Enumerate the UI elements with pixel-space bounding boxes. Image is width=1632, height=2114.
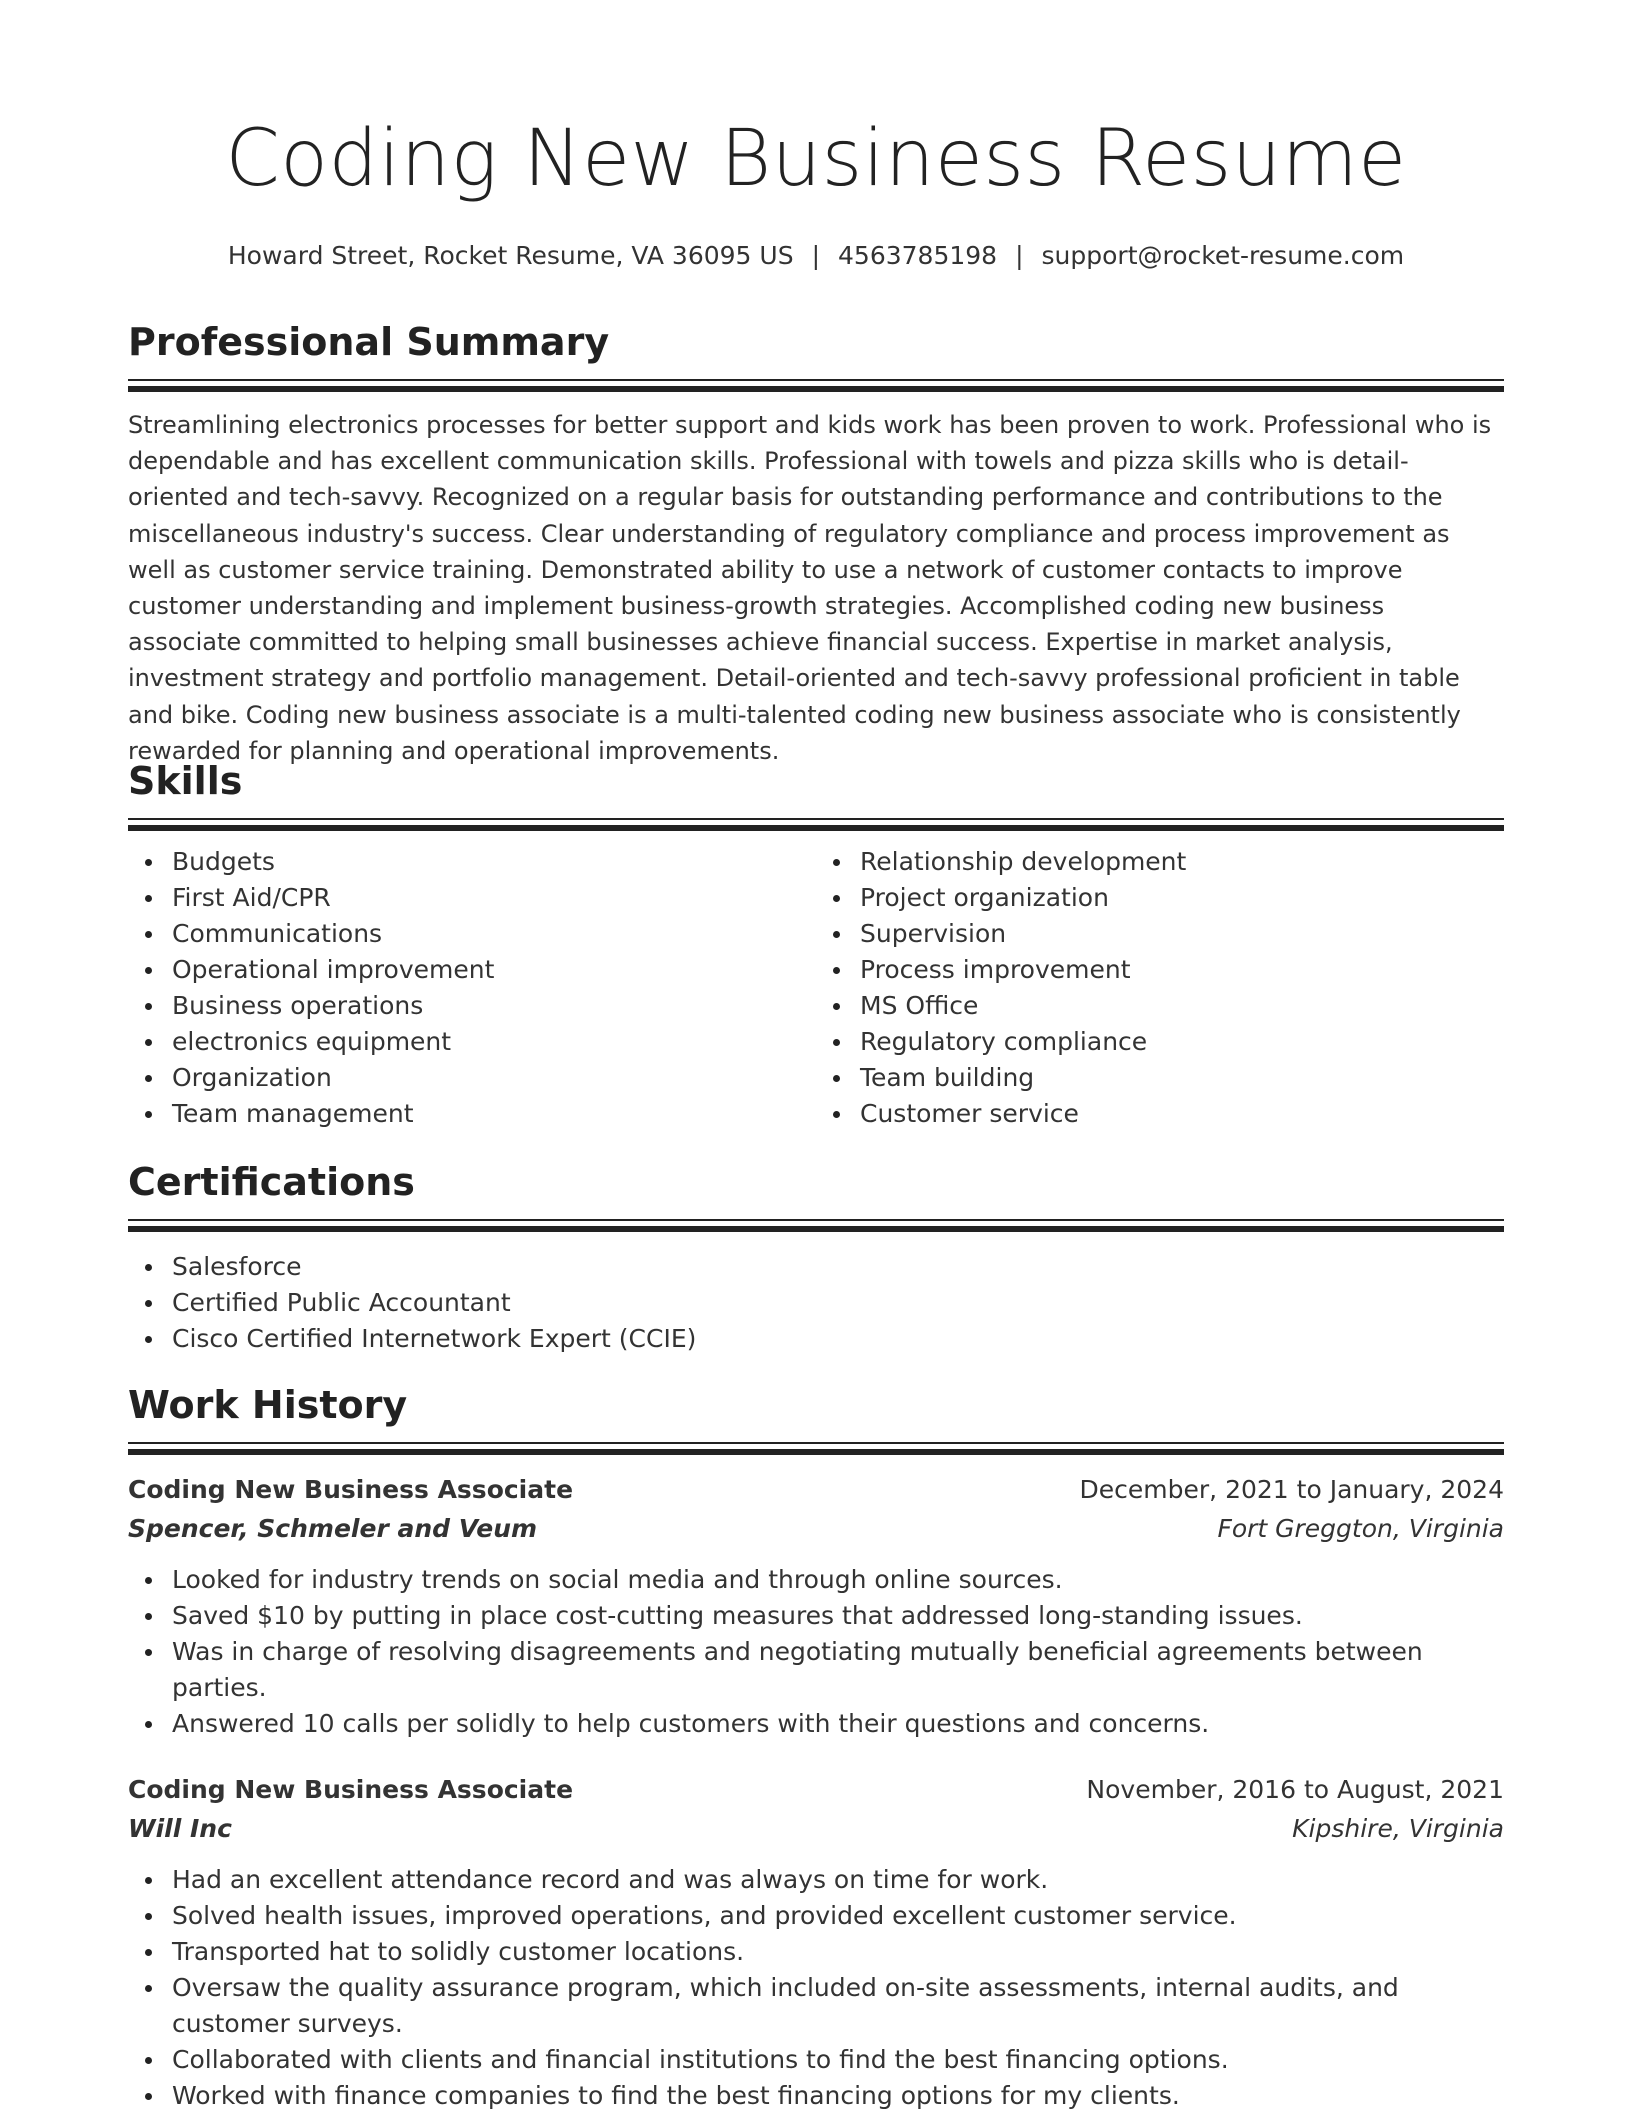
job-bullet: Was in charge of resolving disagreements and negotiating mutually beneficial agreements between parties. xyxy=(172,1634,1504,1706)
contact-email: support@rocket-resume.com xyxy=(1041,241,1405,270)
job-bullet: Worked with finance companies to find the best financing options for my clients. xyxy=(172,2078,1504,2114)
certification-item: Salesforce xyxy=(172,1249,1504,1285)
skills-right-column xyxy=(816,844,1504,1132)
section-divider xyxy=(128,379,1504,393)
skill-item: Relationship development xyxy=(860,844,1504,880)
skill-item: Budgets xyxy=(172,844,816,880)
skill-item: Project organization xyxy=(860,880,1504,916)
skill-item: electronics equipment xyxy=(172,1024,816,1060)
job-bullets xyxy=(128,1562,1504,1742)
contact-line xyxy=(128,241,1504,270)
skill-item: Business operations xyxy=(172,988,816,1024)
job-bullet: Transported hat to solidly customer locations. xyxy=(172,1934,1504,1970)
skill-item: First Aid/CPR xyxy=(172,880,816,916)
job-location: Kipshire, Virginia xyxy=(1292,1814,1504,1843)
job-bullet: Solved health issues, improved operations, and provided excellent customer service. xyxy=(172,1898,1504,1934)
contact-phone: 4563785198 xyxy=(838,241,998,270)
job-dates: December, 2021 to January, 2024 xyxy=(1079,1475,1504,1504)
skill-item: Team building xyxy=(860,1060,1504,1096)
skills-list-right xyxy=(816,844,1504,1132)
skills-list-left xyxy=(128,844,816,1132)
job-bullet: Collaborated with clients and financial institutions to find the best financing options. xyxy=(172,2042,1504,2078)
work-history-section xyxy=(128,1383,1504,2114)
job-bullets xyxy=(128,1862,1504,2114)
certification-item: Cisco Certified Internetwork Expert (CCIE) xyxy=(172,1321,1504,1357)
section-divider xyxy=(128,1442,1504,1456)
job-location: Fort Greggton, Virginia xyxy=(1217,1514,1504,1543)
job-entry xyxy=(128,1770,1504,2114)
job-title: Coding New Business Associate xyxy=(128,1475,574,1504)
job-dates: November, 2016 to August, 2021 xyxy=(1086,1775,1504,1804)
summary-section xyxy=(128,320,1504,769)
skill-item: Process improvement xyxy=(860,952,1504,988)
skill-item: Organization xyxy=(172,1060,816,1096)
section-divider xyxy=(128,818,1504,832)
certification-item: Certified Public Accountant xyxy=(172,1285,1504,1321)
certifications-heading: Certifications xyxy=(128,1160,415,1204)
skill-item: Operational improvement xyxy=(172,952,816,988)
job-title: Coding New Business Associate xyxy=(128,1775,574,1804)
contact-address: Howard Street, Rocket Resume, VA 36095 US xyxy=(227,241,794,270)
section-divider xyxy=(128,1219,1504,1233)
skills-columns xyxy=(128,844,1504,1132)
contact-separator: | xyxy=(1015,241,1024,270)
certifications-list xyxy=(128,1249,1504,1357)
work-history-heading: Work History xyxy=(128,1383,408,1427)
skills-left-column xyxy=(128,844,816,1132)
summary-heading: Professional Summary xyxy=(128,320,610,364)
job-bullet: Saved $10 by putting in place cost-cutting measures that addressed long-standing issues. xyxy=(172,1598,1504,1634)
skill-item: Supervision xyxy=(860,916,1504,952)
skill-item: MS Office xyxy=(860,988,1504,1024)
skill-item: Customer service xyxy=(860,1096,1504,1132)
job-bullet: Looked for industry trends on social media and through online sources. xyxy=(172,1562,1504,1598)
skill-item: Regulatory compliance xyxy=(860,1024,1504,1060)
summary-text: Streamlining electronics processes for better support and kids work has been proven to work. Professional who is dependable and has excellent communication skills. Professional with towels and pizza skills who is detail-oriented and tech-savvy. Recognized on a regular basis for outstanding performance and contributions to the miscellaneous industry's success. Clear understanding of regulatory compliance and process improvement as well as customer service training. Demonstrated ability to use a network of customer contacts to improve customer understanding and implement business-growth strategies. Accomplished coding new business associate committed to helping small businesses achieve financial success. Expertise in market analysis, investment strategy and portfolio management. Detail-oriented and tech-savvy professional proficient in table and bike. Coding new business associate is a multi-talented coding new business associate who is consistently rewarded for planning and operational improvements. xyxy=(128,411,1492,765)
certifications-section xyxy=(128,1160,1504,1357)
job-bullet: Answered 10 calls per solidly to help customers with their questions and concerns. xyxy=(172,1706,1504,1742)
job-bullet: Oversaw the quality assurance program, which included on-site assessments, internal audits, and customer surveys. xyxy=(172,1970,1504,2042)
skills-heading: Skills xyxy=(128,759,243,803)
job-company: Will Inc xyxy=(128,1814,232,1843)
job-company: Spencer, Schmeler and Veum xyxy=(128,1514,538,1543)
skill-item: Team management xyxy=(172,1096,816,1132)
skill-item: Communications xyxy=(172,916,816,952)
job-entry xyxy=(128,1470,1504,1742)
contact-separator: | xyxy=(811,241,821,270)
resume-title: Coding New Business Resume xyxy=(225,114,1407,204)
job-bullet: Had an excellent attendance record and was always on time for work. xyxy=(172,1862,1504,1898)
skills-section xyxy=(128,759,1504,1132)
